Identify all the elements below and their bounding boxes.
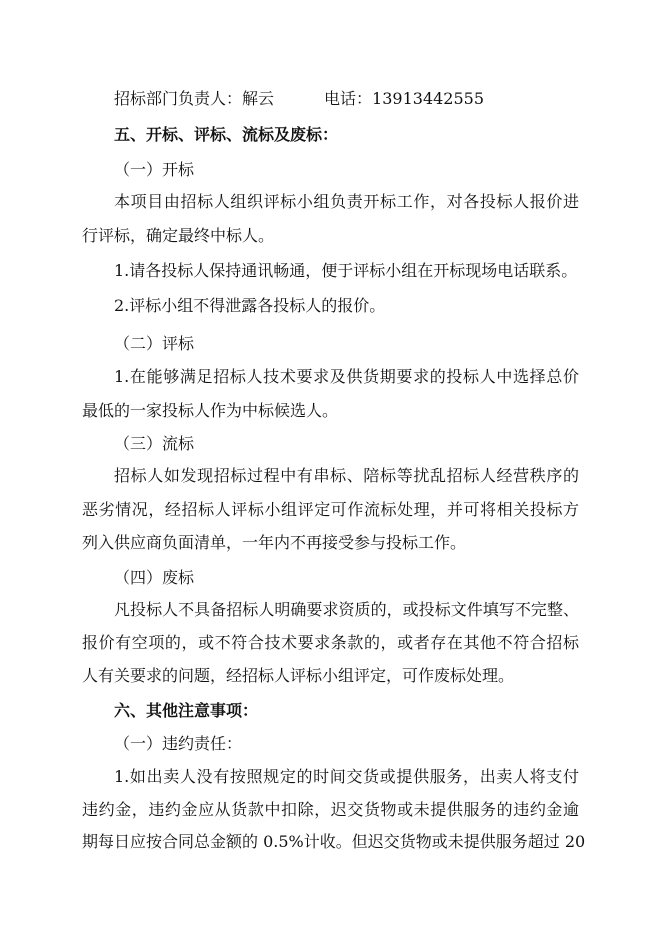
void-bid-heading: （四）废标	[114, 568, 195, 587]
void-bid-para-line-1: 凡投标人不具备招标人明确要求资质的，或投标文件填写不完整、	[114, 600, 579, 619]
open-bid-item-2: 2.评标小组不得泄露各投标人的报价。	[114, 296, 386, 315]
contact-name: 解云	[242, 89, 275, 108]
void-bid-para-line-3: 人有关要求的问题，经招标人评标小组评定，可作废标处理。	[82, 666, 515, 685]
phone-number: 13913442555	[372, 89, 485, 108]
contact-line	[114, 88, 484, 110]
fail-bid-heading: （三）流标	[114, 434, 195, 453]
fail-bid-para-line-1: 招标人如发现招标过程中有串标、陪标等扰乱招标人经营秩序的	[114, 466, 579, 485]
breach-item-1-line-2: 违约金，违约金应从货款中扣除，迟交货物或未提供服务的违约金逾	[82, 800, 579, 819]
section-6-heading: 六、其他注意事项：	[114, 701, 259, 720]
breach-item-1-line-1: 1.如出卖人没有按照规定的时间交货或提供服务，出卖人将支付	[114, 767, 579, 786]
breach-item-1-line-3: 期每日应按合同总金额的 0.5%计收。但迟交货物或未提供服务超过 20	[82, 832, 586, 851]
contact-label: 招标部门负责人：	[114, 89, 243, 108]
breach-heading: （一）违约责任：	[114, 734, 243, 753]
evaluate-heading: （二）评标	[114, 334, 195, 353]
phone-label: 电话：	[324, 89, 373, 108]
section-5-heading: 五、开标、评标、流标及废标：	[114, 125, 339, 144]
void-bid-para-line-2: 报价有空项的，或不符合技术要求条款的，或者存在其他不符合招标	[82, 633, 579, 652]
open-bid-para-line-1: 本项目由招标人组织评标小组负责开标工作，对各投标人报价进	[114, 192, 579, 211]
open-bid-para-line-2: 行评标，确定最终中标人。	[82, 226, 275, 245]
evaluate-item-1-line-1: 1.在能够满足招标人技术要求及供货期要求的投标人中选择总价	[114, 367, 579, 386]
evaluate-item-1-line-2: 最低的一家投标人作为中标候选人。	[82, 401, 339, 420]
fail-bid-para-line-3: 列入供应商负面清单，一年内不再接受参与投标工作。	[82, 533, 467, 552]
open-bid-item-1: 1.请各投标人保持通讯畅通，便于评标小组在开标现场电话联系。	[114, 261, 578, 280]
open-bid-heading: （一）开标	[114, 160, 195, 179]
fail-bid-para-line-2: 恶劣情况，经招标人评标小组评定可作流标处理，并可将相关投标方	[82, 500, 579, 519]
